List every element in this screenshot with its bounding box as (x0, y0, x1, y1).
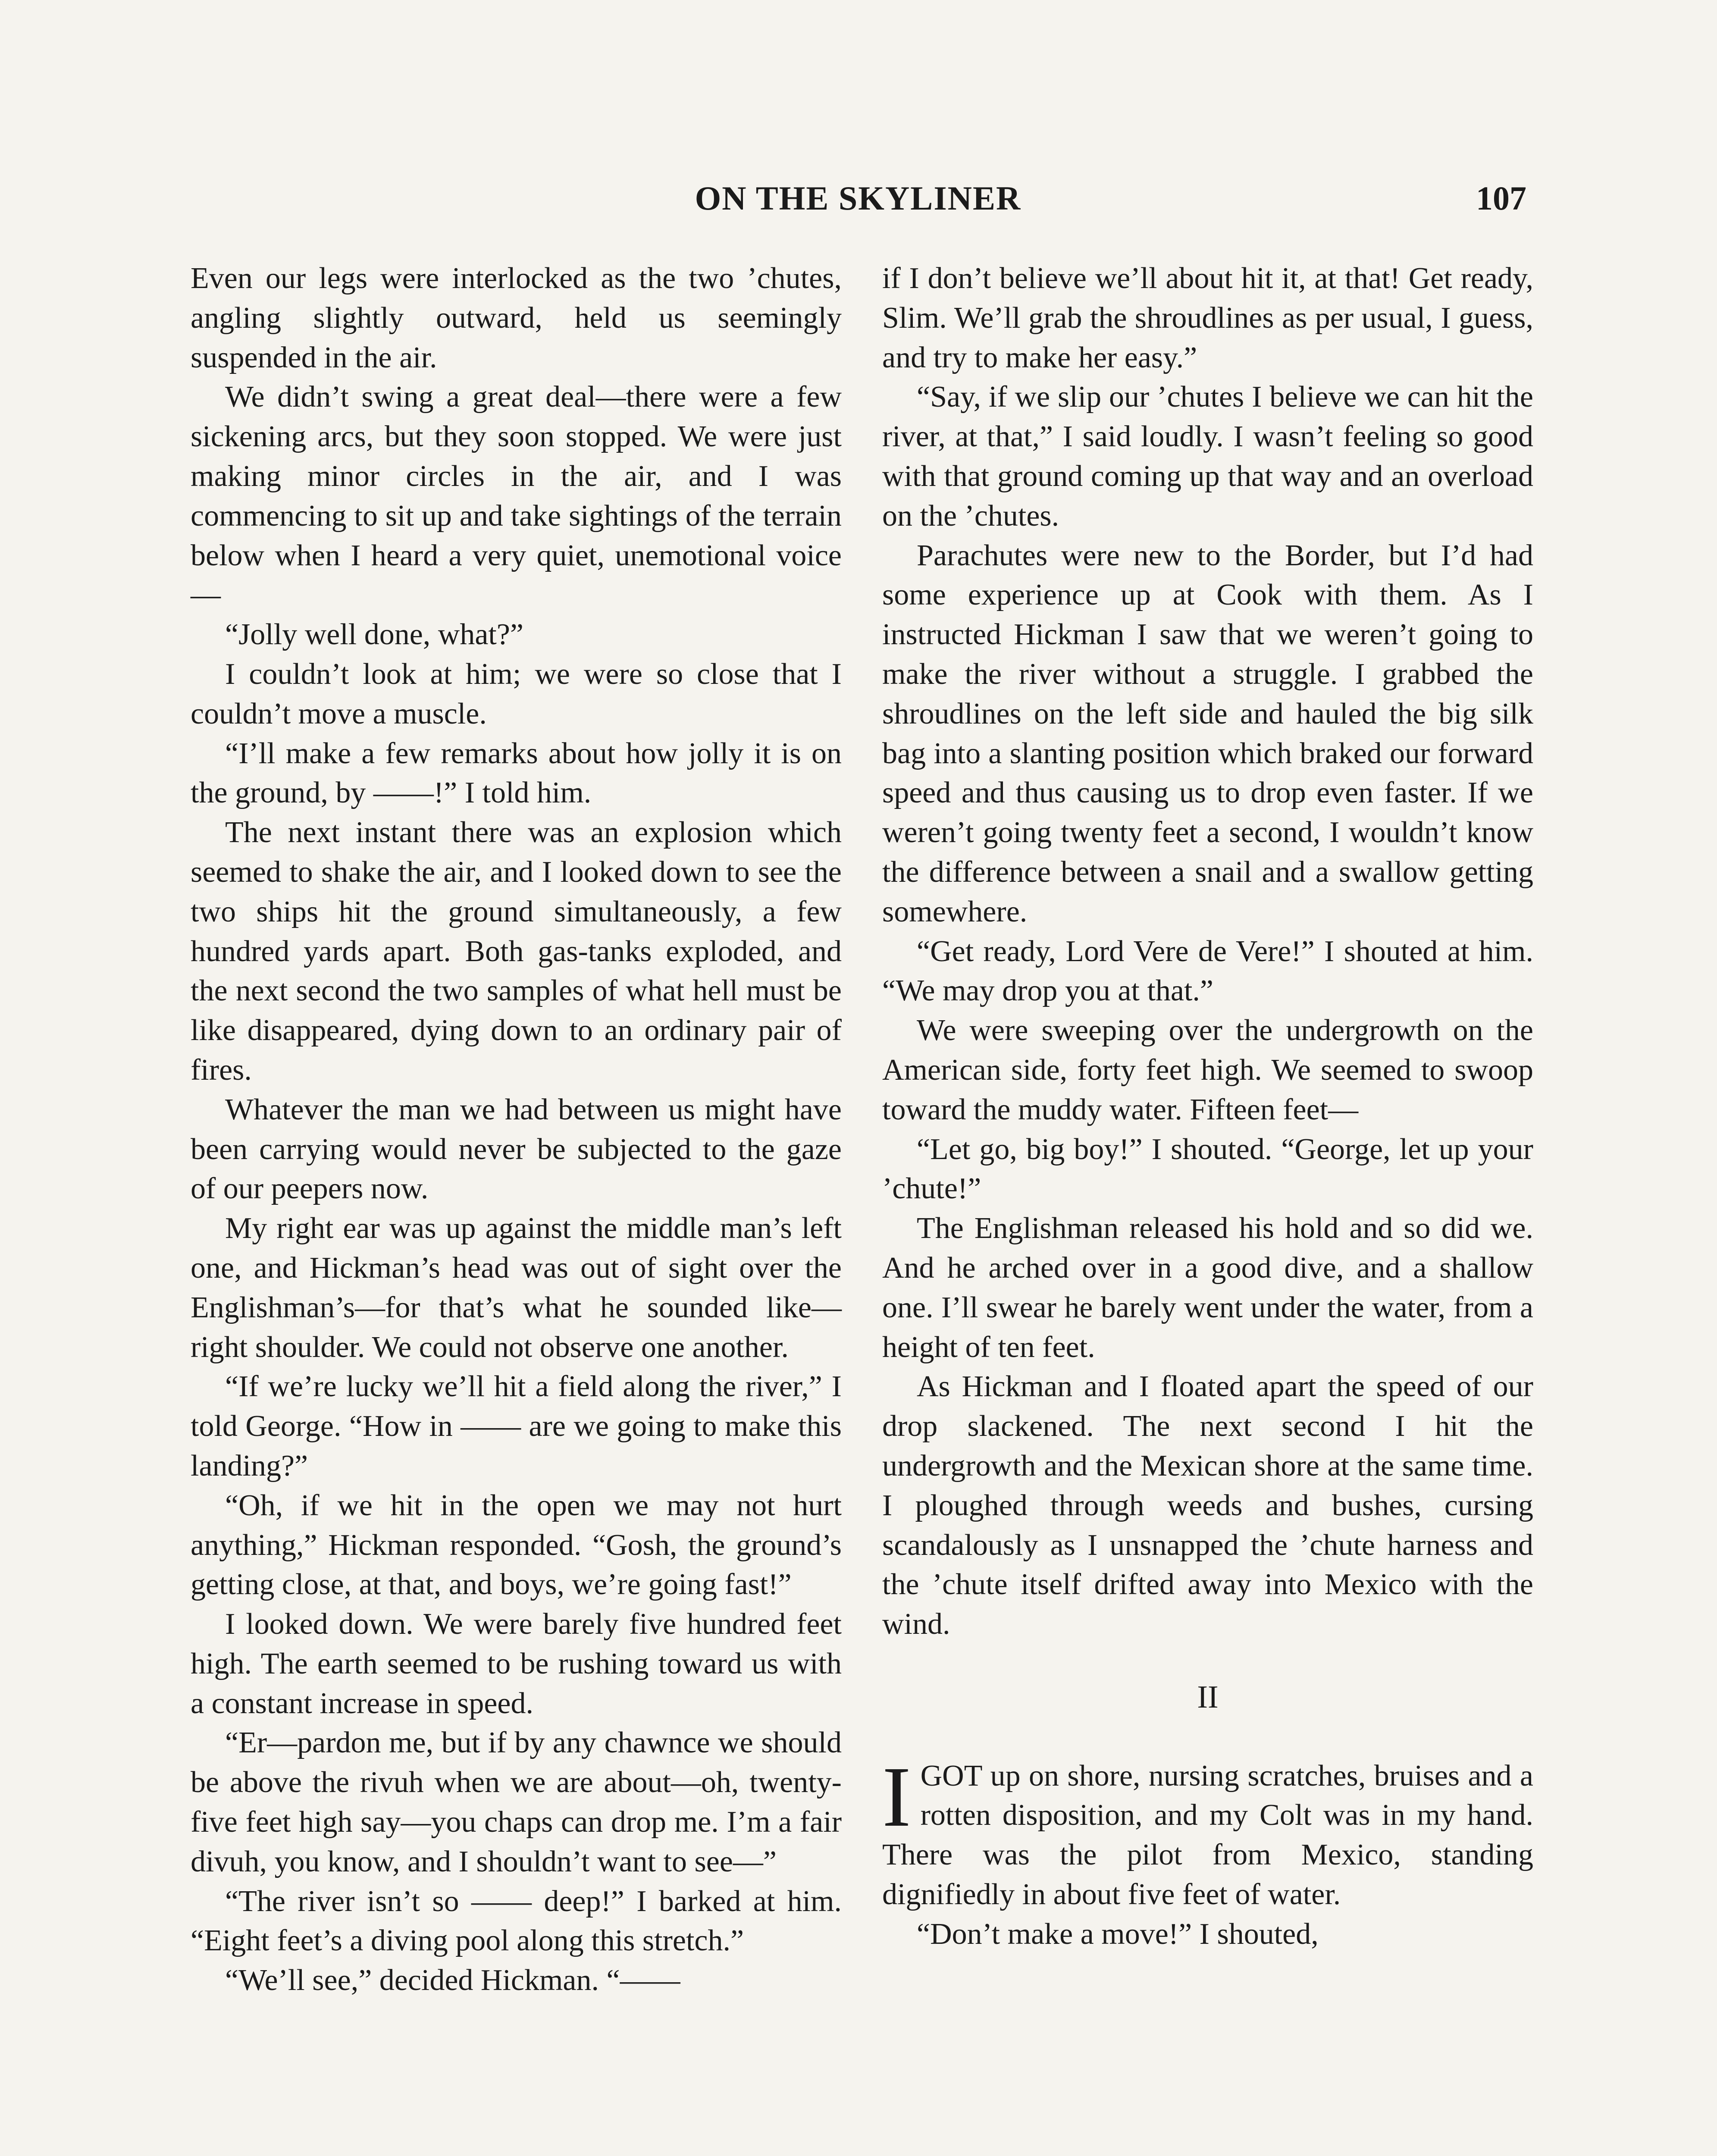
page-number: 107 (1476, 179, 1526, 217)
paragraph: We didn’t swing a great deal—there were a few sickening arcs, but they soon stopped. We were just making minor circles in the air, and I was commencing to sit up and take sightings of the terrain below when I heard a very quiet, unemotional voice— (191, 380, 842, 612)
paragraph: As Hickman and I floated apart the speed of our drop slackened. The next second I hit the undergrowth and the Mexican shore at the same time. I ploughed through weeds and bushes, cursing scandalously as I unsnapped the ’chute harness and the ’chute itself drifted away into Mexico with the wind. (882, 1370, 1533, 1641)
paragraph: We were sweeping over the undergrowth on the American side, forty feet high. We seemed to swoop toward the muddy water. Fifteen feet— (882, 1014, 1533, 1126)
right-column (882, 259, 1533, 1954)
paragraph: “Jolly well done, what?” (225, 618, 524, 652)
paragraph: “Don’t make a move!” I shouted, (917, 1917, 1319, 1951)
paragraph: The next instant there was an explosion which seemed to shake the air, and I looked down to see the two ships hit the ground simultaneously, a few hundred yards apart. Both gas-tanks exploded, and the next second the two samples of what hell must be like disappeared, dying down to an ordinary pair of fires. (191, 816, 842, 1087)
paragraph: “Let go, big boy!” I shouted. “George, let up your ’chute!” (882, 1132, 1533, 1206)
paragraph: Even our legs were interlocked as the two ’chutes, angling slightly outward, held us seemingly suspended in the air. (191, 262, 842, 374)
paragraph: I looked down. We were barely five hundred feet high. The earth seemed to be rushing toward us with a constant increase in speed. (191, 1608, 842, 1720)
paragraph-dropcap (882, 1749, 1533, 1915)
paragraph: “The river isn’t so —— deep!” I barked at him. “Eight feet’s a diving pool along this stretch.” (191, 1884, 842, 1958)
paragraph: I couldn’t look at him; we were so close that I couldn’t move a muscle. (191, 657, 842, 730)
paragraph: My right ear was up against the middle man’s left one, and Hickman’s head was out of sight over the Englishman’s—for that’s what he sounded like—right shoulder. We could not observe one another. (191, 1212, 842, 1364)
paragraph: “Get ready, Lord Vere de Vere!” I shouted at him. “We may drop you at that.” (882, 934, 1533, 1008)
paragraph: if I don’t believe we’ll about hit it, at that! Get ready, Slim. We’ll grab the shroudlines as per usual, I guess, and try to make her easy.” (882, 262, 1533, 374)
paragraph: Whatever the man we had between us might have been carrying would never be subjected to the gaze of our peepers now. (191, 1093, 842, 1206)
section-heading: II (1197, 1679, 1219, 1715)
running-header (190, 179, 1526, 226)
paragraph: The Englishman released his hold and so did we. And he arched over in a good dive, and a shallow one. I’ll swear he barely went under the water, from a height of ten feet. (882, 1212, 1533, 1364)
paragraph: “Oh, if we hit in the open we may not hurt anything,” Hickman responded. “Gosh, the ground’s getting close, at that, and boys, we’re going fast!” (191, 1489, 842, 1601)
paragraph: “I’ll make a few remarks about how jolly it is on the ground, by ——!” I told him. (191, 736, 842, 810)
paragraph: “Say, if we slip our ’chutes I believe we can hit the river, at that,” I said loudly. I wasn’t feeling so good with that ground coming up that way and an overload on the ’chutes. (882, 380, 1533, 533)
drop-cap: I (882, 1749, 911, 1845)
paragraph: “Er—pardon me, but if by any chawnce we should be above the rivuh when we are about—oh, twenty-five feet high say—you chaps can drop me. I’m a fair divuh, you know, and I shouldn’t want to see—” (191, 1726, 842, 1878)
paragraph: “If we’re lucky we’ll hit a field along the river,” I told George. “How in —— are we going to make this landing?” (191, 1370, 842, 1482)
left-column (191, 259, 842, 2000)
dropcap-paragraph-text: GOT up on shore, nursing scratches, bruises and a rotten disposition, and my Colt was in my hand. There was the pilot from Mexico, standing dignifiedly in about five feet of water. (882, 1759, 1533, 1912)
paragraph: “We’ll see,” decided Hickman. “—— (225, 1964, 680, 1997)
running-title: ON THE SKYLINER (695, 179, 1021, 217)
paragraph: Parachutes were new to the Border, but I’d had some experience up at Cook with them. As I instructed Hickman I saw that we weren’t going to make the river without a struggle. I grabbed the shroudlines on the left side and hauled the big silk bag into a slanting position which braked our forward speed and thus causing us to drop even faster. If we weren’t going twenty feet a second, I wouldn’t know the difference between a snail and a swallow getting somewhere. (882, 539, 1533, 928)
